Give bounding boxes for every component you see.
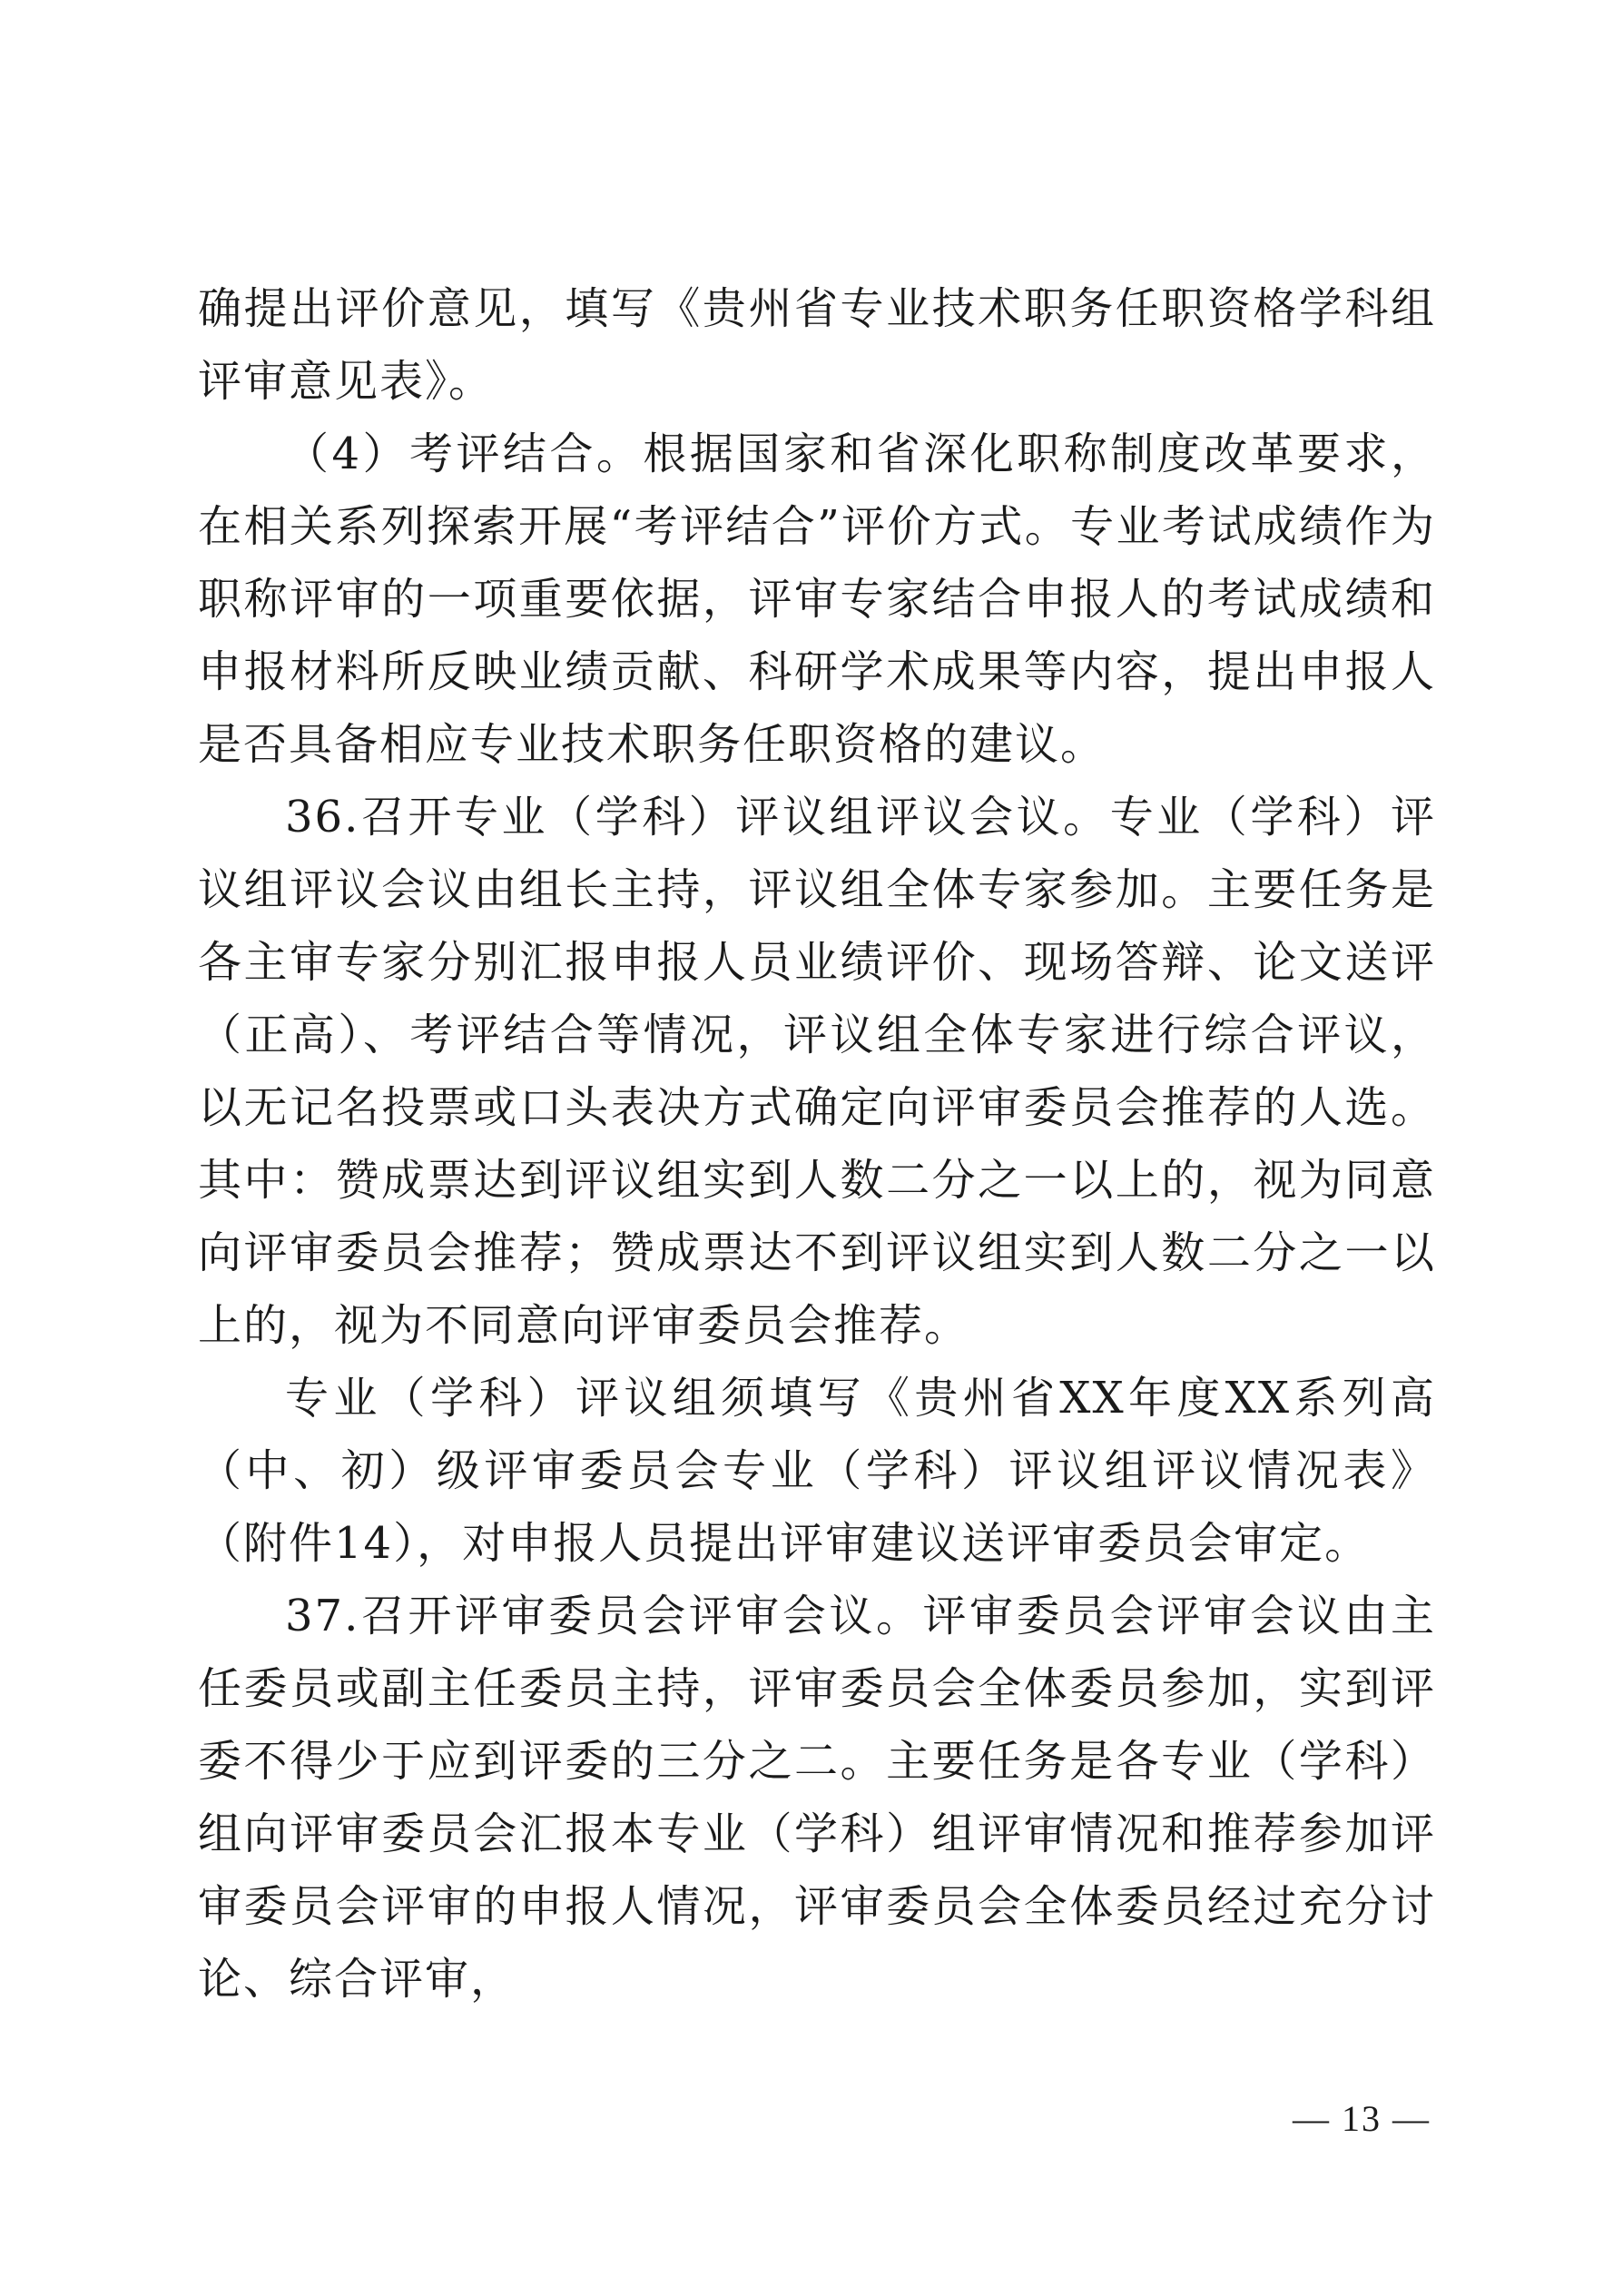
paragraph-review-form: 专业（学科）评议组须填写《贵州省XX年度XX系列高（中、初）级评审委员会专业（学科）评议组评议情况表》（附件14），对申报人员提出评审建议送评审委员会审定。 — [198, 1373, 1436, 1569]
paragraph-item-37: 37.召开评审委员会评审会议。评审委员会评审会议由主任委员或副主任委员主持，评审委员会全体委员参加，实到评委不得少于应到评委的三分之二。主要任务是各专业（学科）组向评审委员会汇报本专业（学科）组评审情况和推荐参加评审委员会评审的申报人情况，评审委员会全体委员经过充分讨论、综合评审， — [198, 1591, 1436, 2005]
paragraph-item-36: 36.召开专业（学科）评议组评议会议。专业（学科）评议组评议会议由组长主持，评议组全体专家参加。主要任务是各主审专家分别汇报申报人员业绩评价、现场答辩、论文送评（正高）、考评结合等情况，评议组全体专家进行综合评议，以无记名投票或口头表决方式确定向评审委员会推荐的人选。其中：赞成票达到评议组实到人数二分之一以上的，视为同意向评审委员会推荐；赞成票达不到评议组实到人数二分之一以上的，视为不同意向评审委员会推荐。 — [198, 792, 1436, 1351]
paragraph-kaoping-jiehe: （4）考评结合。根据国家和省深化职称制度改革要求，在相关系列探索开展“考评结合”评价方式。专业考试成绩作为职称评审的一项重要依据，评审专家结合申报人的考试成绩和申报材料所反映业绩贡献、科研学术成果等内容，提出申报人是否具备相应专业技术职务任职资格的建议。 — [198, 429, 1436, 770]
page-number: — 13 — — [1293, 2098, 1431, 2139]
document-body — [198, 272, 1436, 2015]
paragraph-continuation: 确提出评价意见，填写《贵州省专业技术职务任职资格学科组评审意见表》。 — [198, 283, 1436, 407]
